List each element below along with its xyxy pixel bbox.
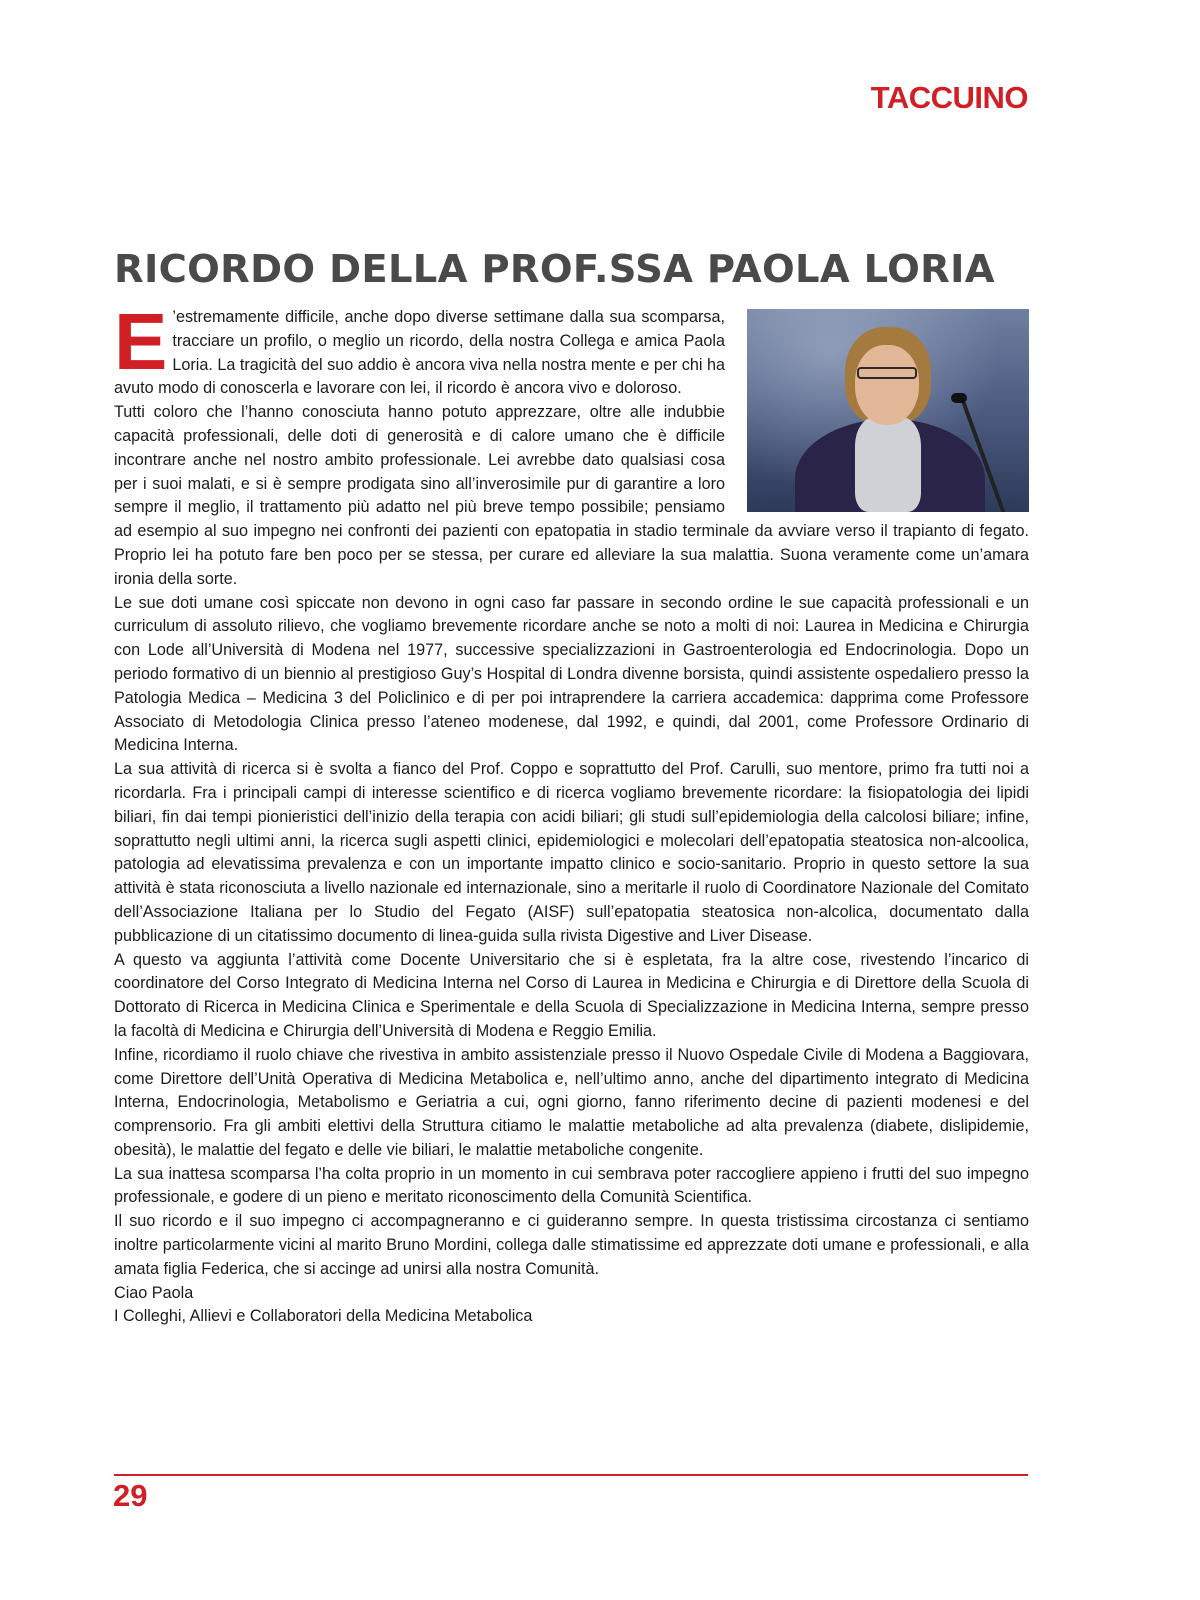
page-number: 29	[113, 1478, 148, 1513]
article-paragraph: Il suo ricordo e il suo impegno ci accompagneranno e ci guideranno sempre. In questa tristissima circostanza ci sentiamo inoltre particolarmente vicini al marito Bruno Mordini, collega dalle stimatissime ed apprezzate doti umane e professionali, e alla amata figlia Federica, che si accinge ad unirsi alla nostra Comunità.	[114, 1212, 1029, 1278]
closing-greeting: Ciao Paola	[114, 1283, 194, 1302]
microphone-icon	[951, 393, 967, 403]
article-paragraph: La sua attività di ricerca si è svolta a fianco del Prof. Coppo e soprattutto del Prof. Carulli, suo mentore, primo fra tutti noi a ricordarla. Fra i principali campi di interesse scientifico e di ricerca vogliamo brevemente ricordare: la fisiopatologia dei lipidi biliari, fin dai tempi pionieristici dell’inizio della terapia con acidi biliari; gli studi sull’epidemiologia della calcolosi biliare; infine, soprattutto negli ultimi anni, la ricerca sugli aspetti clinici, epidemiologici e molecolari dell’epatopatia steatosica non-alcoolica, patologia ad elevatissima prevalenza e con un importante impatto clinico e socio-sanitario. Proprio in questo settore la sua attività è stata riconosciuta a livello nazionale ed internazionale, sino a meritarle il ruolo di Coordinatore Nazionale del Comitato dell’Associazione Italiana per lo Studio del Fegato (AISF) sull’epatopatia steatosica non-alcolica, documentato dalla pubblicazione di un citatissimo documento di linea-guida sulla rivista Digestive and Liver Disease.	[114, 760, 1029, 945]
article-body	[114, 297, 1029, 1329]
footer-rule	[114, 1474, 1028, 1476]
article-paragraph: Tutti coloro che l’hanno conosciuta hanno potuto apprezzare, oltre alle indubbie capacità professionali, delle doti di generosità e di calore umano che è difficile incontrare anche nel nostro ambito professionale. Lei avrebbe dato qualsiasi cosa per i suoi malati, e si è sempre prodigata sino all’inverosimile pur di garantire a loro sempre il meglio, il trattamento più adatto nel più breve tempo possibile; pensiamo ad esempio al suo impegno nei confronti dei pazienti con epatopatia in stadio terminale da avviare verso il trapianto di fegato. Proprio lei ha potuto fare ben poco per se stessa, per curare ed alleviare la sua malattia. Suona veramente come un’amara ironia della sorte.	[114, 403, 1029, 588]
drop-cap: E	[114, 297, 168, 386]
article-paragraph: Le sue doti umane così spiccate non devono in ogni caso far passare in secondo ordine le sue capacità professionali e un curriculum di assoluto rilievo, che vogliamo brevemente ricordare anche se noto a molti di noi: Laurea in Medicina e Chirurgia con Lode all’Università di Modena nel 1977, successive specializzazioni in Gastroenterologia ed Endocrinologia. Dopo un periodo formativo di un biennio al prestigioso Guy’s Hospital di Londra divenne borsista, quindi assistente ospedaliero presso la Patologia Medica – Medicina 3 del Policlinico e di per poi intraprendere la carriera accademica: dapprima come Professore Associato di Metodologia Clinica presso l’ateneo modenese, dal 1992, e quindi, dal 2001, come Professore Ordinario di Medicina Interna.	[114, 593, 1029, 755]
signature: I Colleghi, Allievi e Collaboratori della Medicina Metabolica	[114, 1307, 533, 1326]
article-paragraph: La sua inattesa scomparsa l’ha colta proprio in un momento in cui sembrava poter raccogliere appieno i frutti del suo impegno professionale, e godere di un pieno e meritato riconoscimento della Comunità Scientifica.	[114, 1164, 1029, 1207]
article-paragraph: Infine, ricordiamo il ruolo chiave che rivestiva in ambito assistenziale presso il Nuovo Ospedale Civile di Modena a Baggiovara, come Direttore dell’Unità Operativa di Medicina Metabolica e, nell’ultimo anno, anche del dipartimento integrato di Medicina Interna, Endocrinologia, Metabolismo e Geriatria a cui, ogni giorno, fanno riferimento decine di pazienti modenesi e del comprensorio. Fra gli ambiti elettivi della Struttura citiamo le malattie metaboliche ad alta prevalenza (diabete, dislipidemie, obesità), le malattie del fegato e delle vie biliari, le malattie metaboliche congenite.	[114, 1045, 1029, 1159]
article-paragraph: E ’estremamente difficile, anche dopo diverse settimane dalla sua scomparsa, tracciare un profilo, o meglio un ricordo, della nostra Collega e amica Paola Loria. La tragicità del suo addio è ancora viva nella nostra mente e per chi ha avuto modo di conoscerla e lavorare con lei, il ricordo è ancora vivo e doloroso.	[114, 297, 725, 398]
section-label: TACCUINO	[870, 80, 1028, 115]
portrait-photo	[747, 309, 1029, 512]
article-title: RICORDO DELLA PROF.SSA PAOLA LORIA	[114, 246, 995, 292]
article-paragraph: A questo va aggiunta l’attività come Docente Universitario che si è espletata, fra la altre cose, rivestendo l’incarico di coordinatore del Corso Integrato di Medicina Interna nel Corso di Laurea in Medicina e Chirurgia e di Direttore della Scuola di Dottorato di Ricerca in Medicina Clinica e Sperimentale e della Scuola di Specializzazione in Medicina Interna, sempre presso la facoltà di Medicina e Chirurgia dell’Università di Modena e Reggio Emilia.	[114, 950, 1029, 1040]
